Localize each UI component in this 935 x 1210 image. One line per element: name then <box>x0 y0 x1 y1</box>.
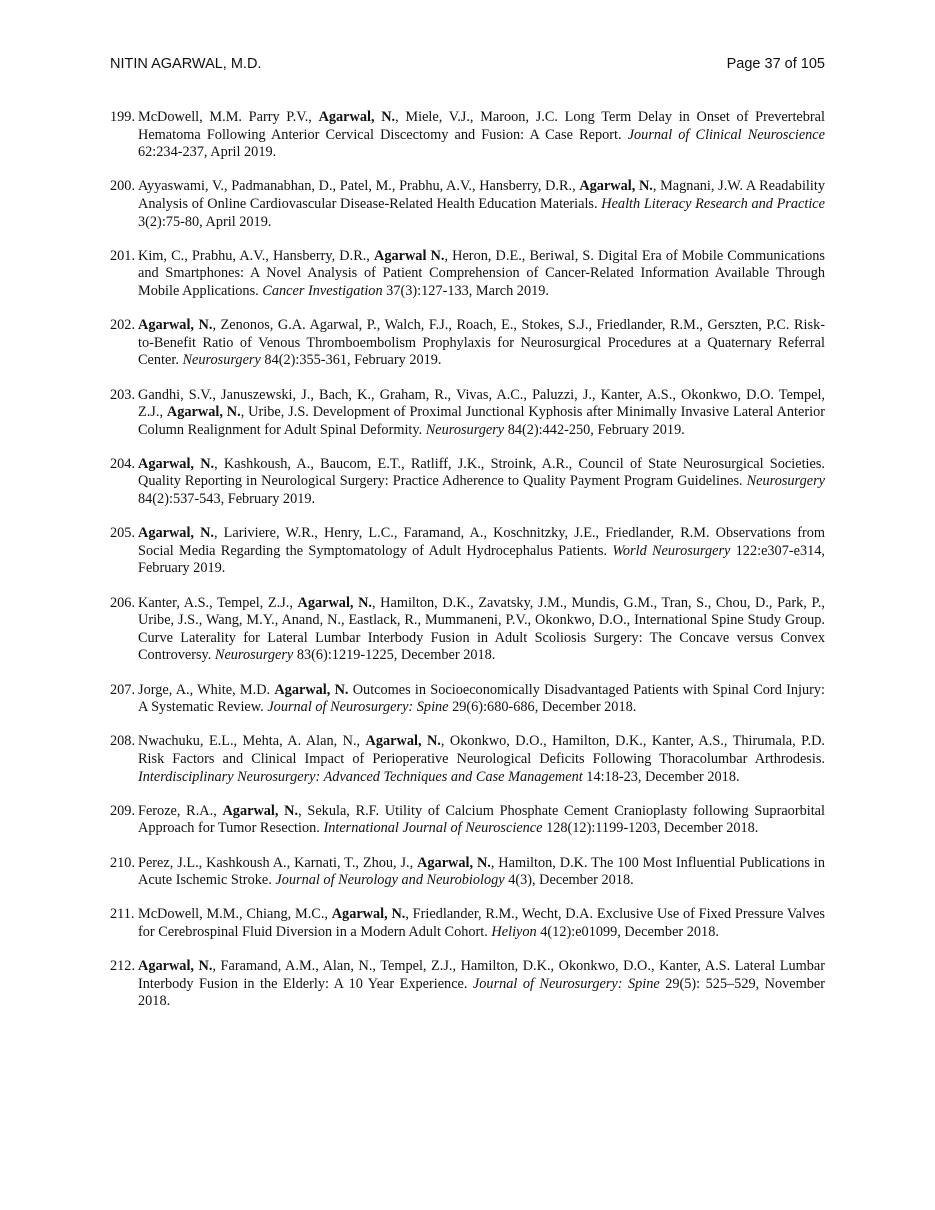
entry-journal: Journal of Neurology and Neurobiology <box>275 872 505 889</box>
publication-entry <box>110 855 825 890</box>
entry-authors: Kim, C., Prabhu, A.V., Hansberry, D.R., <box>138 247 374 264</box>
entry-journal: Journal of Neurosurgery: Spine <box>472 975 660 992</box>
page-header <box>110 56 825 72</box>
entry-citation: 14:18-23, December 2018. <box>582 768 740 785</box>
entry-number: 210. <box>110 854 136 871</box>
entry-number: 204. <box>110 455 136 472</box>
entry-authors: Feroze, R.A., <box>138 802 223 819</box>
entry-citation: 29(5): 525–529, November 2018. <box>138 975 825 1010</box>
entry-highlighted-author: Agarwal, N. <box>417 854 491 871</box>
entry-highlighted-author: Agarwal, N. <box>365 733 441 750</box>
entry-citation: 128(12):1199-1203, December 2018. <box>542 820 759 837</box>
entry-number: 203. <box>110 386 136 403</box>
entry-highlighted-author: Agarwal N. <box>374 247 445 264</box>
entry-title: , Zenonos, G.A. Agarwal, P., Walch, F.J., Roach, E., Stokes, S.J., Friedlander, R.M., Gerszten, P.C. Risk-to-Benefit Ratio of Venous Thromboembolism Prophylaxis for Neurosurgical Procedures at a Quaternary Referral Center. <box>138 317 825 369</box>
entry-journal: Journal of Neurosurgery: Spine <box>267 699 449 716</box>
entry-citation: 37(3):127-133, March 2019. <box>382 282 549 299</box>
author-name: NITIN AGARWAL, M.D. <box>110 56 262 72</box>
publication-entry <box>110 109 825 162</box>
entry-number: 212. <box>110 958 136 975</box>
entry-number: 199. <box>110 109 136 125</box>
entry-number: 205. <box>110 525 136 542</box>
entry-title: , Uribe, J.S. Development of Proximal Junctional Kyphosis after Minimally Invasive Lateral Anterior Column Realignment for Adult Spinal Deformity. <box>138 404 825 438</box>
entry-title: , Faramand, A.M., Alan, N., Tempel, Z.J., Hamilton, D.K., Okonkwo, D.O., Kanter, A.S. Lateral Lumbar Interbody Fusion in the Elderly: A 10 Year Experience. <box>138 958 825 992</box>
entry-number: 201. <box>110 247 136 264</box>
entry-journal: Neurosurgery <box>214 647 294 664</box>
entry-citation: 122:e307-e314, February 2019. <box>138 542 825 577</box>
entry-highlighted-author: Agarwal, N. <box>579 178 653 195</box>
entry-authors: Gandhi, S.V., Januszewski, J., Bach, K., Graham, R., Vivas, A.C., Paluzzi, J., Kanter, A.S., Okonkwo, D.O. Tempel, Z.J., <box>138 386 825 421</box>
entry-highlighted-author: Agarwal, N. <box>138 455 215 472</box>
entry-title: , Miele, V.J., Maroon, J.C. Long Term Delay in Onset of Prevertebral Hematoma Following Anterior Cervical Discectomy and Fusion: A Case Report. <box>138 109 825 143</box>
entry-citation: 4(12):e01099, December 2018. <box>536 923 719 940</box>
entry-authors: McDowell, M.M., Chiang, M.C., <box>138 906 332 923</box>
entry-title: , Magnani, J.W. A Readability Analysis of Online Cardiovascular Disease-Related Health Education Materials. <box>138 178 825 212</box>
entry-journal: World Neurosurgery <box>612 542 731 559</box>
entry-highlighted-author: Agarwal, N. <box>297 594 372 611</box>
entry-highlighted-author: Agarwal, N. <box>331 906 406 923</box>
entry-citation: 3(2):75-80, April 2019. <box>138 213 272 230</box>
entry-authors: Nwachuku, E.L., Mehta, A. Alan, N., <box>138 733 366 750</box>
entry-journal: Interdisciplinary Neurosurgery: Advanced Techniques and Case Management <box>138 768 583 785</box>
publication-entry <box>110 733 825 786</box>
entry-highlighted-author: Agarwal, N. <box>274 681 349 698</box>
entry-title: , Hamilton, D.K., Zavatsky, J.M., Mundis, G.M., Tran, S., Chou, D., Park, P., Uribe, J.S., Wang, M.Y., Anand, N., Eastlack, R., Mummaneni, P.V., Okonkwo, D.O., International Spine Study Group. Curve Laterality for Lateral Lumbar Interbody Fusion in Adult Scoliosis Surgery: The Concave versus Convex Controversy. <box>138 594 825 664</box>
entry-citation: 84(2):355-361, February 2019. <box>260 352 442 369</box>
entry-journal: Health Literacy Research and Practice <box>601 195 825 212</box>
entry-title: , Heron, D.E., Beriwal, S. Digital Era of Mobile Communications and Smartphones: A Novel Analysis of Patient Comprehension of Cancer-Related Information Available Through Mobile Applications. <box>138 247 825 299</box>
entry-citation: 84(2):537-543, February 2019. <box>138 491 316 508</box>
entry-title: , Hamilton, D.K. The 100 Most Influential Publications in Acute Ischemic Stroke. <box>138 854 825 889</box>
entry-number: 206. <box>110 594 136 611</box>
entry-title: , Kashkoush, A., Baucom, E.T., Ratliff, J.K., Stroink, A.R., Council of State Neurosurgical Societies. Quality Reporting in Neurological Surgery: Practice Adherence to Quality Payment Program Guidelines. <box>138 455 825 490</box>
entry-citation: 29(6):680-686, December 2018. <box>448 699 637 716</box>
entry-title: Outcomes in Socioeconomically Disadvantaged Patients with Spinal Cord Injury: A Systematic Review. <box>138 681 825 716</box>
publication-entry <box>110 958 825 1011</box>
entry-number: 207. <box>110 681 136 698</box>
entry-highlighted-author: Agarwal, N. <box>222 802 299 819</box>
entry-number: 211. <box>110 906 135 923</box>
publication-entry <box>110 803 825 838</box>
entry-number: 200. <box>110 178 136 195</box>
entry-title: , Lariviere, W.R., Henry, L.C., Faramand, A., Koschnitzky, J.E., Friedlander, R.M. Observations from Social Media Regarding the Symptomatology of Adult Hydrocephalus Patients. <box>138 525 826 559</box>
entry-title: , Friedlander, R.M., Wecht, D.A. Exclusive Use of Fixed Pressure Valves for Cerebrospinal Fluid Diversion in a Modern Adult Cohort. <box>138 906 825 940</box>
publication-entry <box>110 595 825 665</box>
entry-journal: Neurosurgery <box>746 473 825 490</box>
entry-title: , Okonkwo, D.O., Hamilton, D.K., Kanter, A.S., Thirumala, P.D. Risk Factors and Clinical Impact of Perioperative Neurological Deficits Following Thoracolumbar Arthrodesis. <box>138 733 825 767</box>
page-number: Page 37 of 105 <box>726 56 825 72</box>
publication-entry <box>110 317 825 370</box>
publication-entry <box>110 682 825 717</box>
entry-number: 209. <box>110 802 136 819</box>
entry-number: 202. <box>110 317 136 334</box>
entry-journal: Heliyon <box>491 923 537 940</box>
entry-authors: Kanter, A.S., Tempel, Z.J., <box>138 594 298 611</box>
entry-authors: Ayyaswami, V., Padmanabhan, D., Patel, M., Prabhu, A.V., Hansberry, D.R., <box>138 178 580 195</box>
entry-title: , Sekula, R.F. Utility of Calcium Phosphate Cement Cranioplasty following Supraorbital Approach for Tumor Resection. <box>138 802 825 837</box>
entry-highlighted-author: Agarwal, N. <box>166 404 241 421</box>
publication-entry <box>110 525 825 578</box>
entry-citation: 4(3), December 2018. <box>504 872 634 889</box>
publication-list <box>110 109 825 1027</box>
entry-highlighted-author: Agarwal, N. <box>318 109 396 125</box>
entry-journal: Cancer Investigation <box>262 282 383 299</box>
publication-entry <box>110 248 825 301</box>
publication-entry <box>110 387 825 440</box>
entry-authors: Jorge, A., White, M.D. <box>138 681 275 698</box>
publication-entry <box>110 906 825 941</box>
entry-highlighted-author: Agarwal, N. <box>138 317 213 334</box>
entry-highlighted-author: Agarwal, N. <box>138 525 214 542</box>
entry-number: 208. <box>110 733 136 750</box>
entry-journal: Neurosurgery <box>425 421 505 438</box>
entry-highlighted-author: Agarwal, N. <box>138 958 213 975</box>
entry-journal: Journal of Clinical Neuroscience <box>627 126 825 143</box>
publication-entry <box>110 178 825 231</box>
entry-authors: Perez, J.L., Kashkoush A., Karnati, T., Zhou, J., <box>138 854 418 871</box>
entry-journal: International Journal of Neuroscience <box>323 820 543 837</box>
entry-citation: 84(2):442-250, February 2019. <box>504 421 685 438</box>
entry-citation: 83(6):1219-1225, December 2018. <box>293 647 496 664</box>
entry-citation: 62:234-237, April 2019. <box>138 144 277 161</box>
entry-authors: McDowell, M.M. Parry P.V., <box>138 109 319 125</box>
publication-entry <box>110 456 825 509</box>
entry-journal: Neurosurgery <box>182 352 261 369</box>
